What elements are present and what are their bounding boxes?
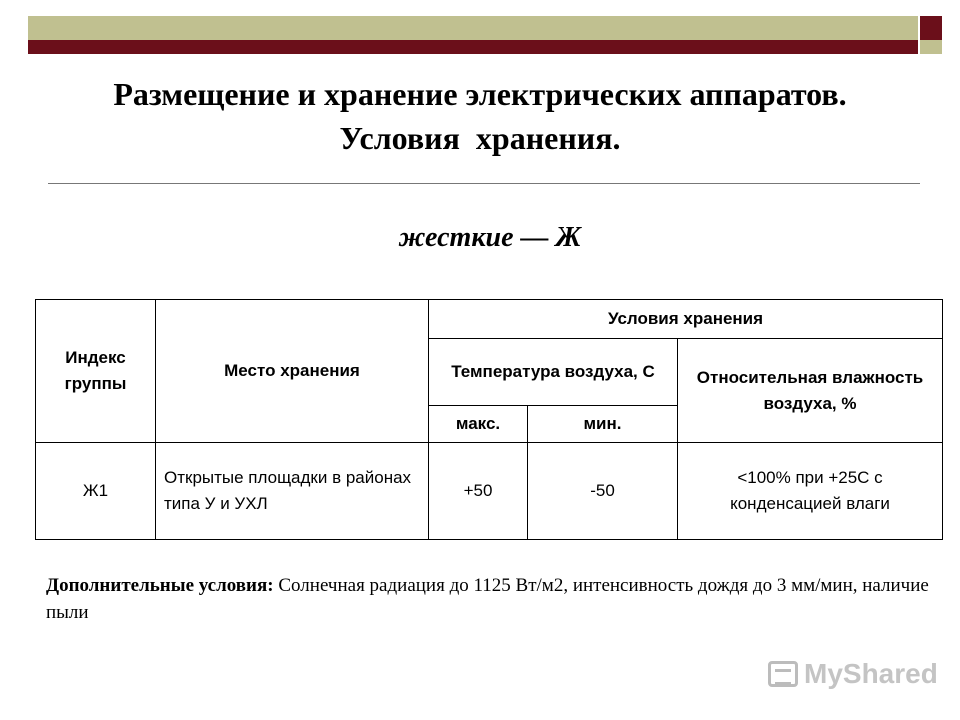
group-subtitle: жесткие — Ж	[398, 222, 582, 253]
corner-square-olive	[920, 40, 942, 54]
header-index-group: Индекс группы	[36, 300, 156, 443]
header-air-temperature: Температура воздуха, С	[429, 339, 678, 406]
watermark-logo	[768, 656, 938, 692]
cell-humidity: <100% при +25С с конденсацией влаги	[678, 443, 943, 540]
header-storage-place: Место хранения	[156, 300, 429, 443]
watermark-text: MyShared	[804, 658, 938, 689]
storage-conditions-table	[35, 299, 943, 540]
top-bar-maroon-stripe	[28, 40, 918, 54]
header-storage-conditions: Условия хранения	[429, 300, 943, 339]
top-bar-olive-stripe	[28, 16, 918, 40]
presentation-icon	[768, 661, 798, 687]
additional-conditions-note	[46, 572, 936, 626]
corner-square-maroon	[920, 16, 942, 40]
top-decoration-bar	[0, 0, 960, 60]
cell-index: Ж1	[36, 443, 156, 540]
cell-max: +50	[429, 443, 528, 540]
title-line-1: Размещение и хранение электрических аппаратов.	[113, 76, 847, 112]
note-label: Дополнительные условия:	[46, 575, 274, 596]
header-relative-humidity: Относительная влажность воздуха, %	[678, 339, 943, 443]
table-row	[36, 443, 943, 540]
header-max: макс.	[429, 406, 528, 443]
slide-title	[0, 72, 960, 160]
header-min: мин.	[528, 406, 678, 443]
cell-min: -50	[528, 443, 678, 540]
title-divider	[48, 183, 920, 184]
cell-place: Открытые площадки в районах типа У и УХЛ	[156, 443, 429, 540]
title-line-2: Условия хранения.	[339, 120, 621, 156]
note-text: Солнечная радиация до 1125 Вт/м2, интенсивность дождя до 3 мм/мин, наличие пыли	[46, 575, 929, 623]
